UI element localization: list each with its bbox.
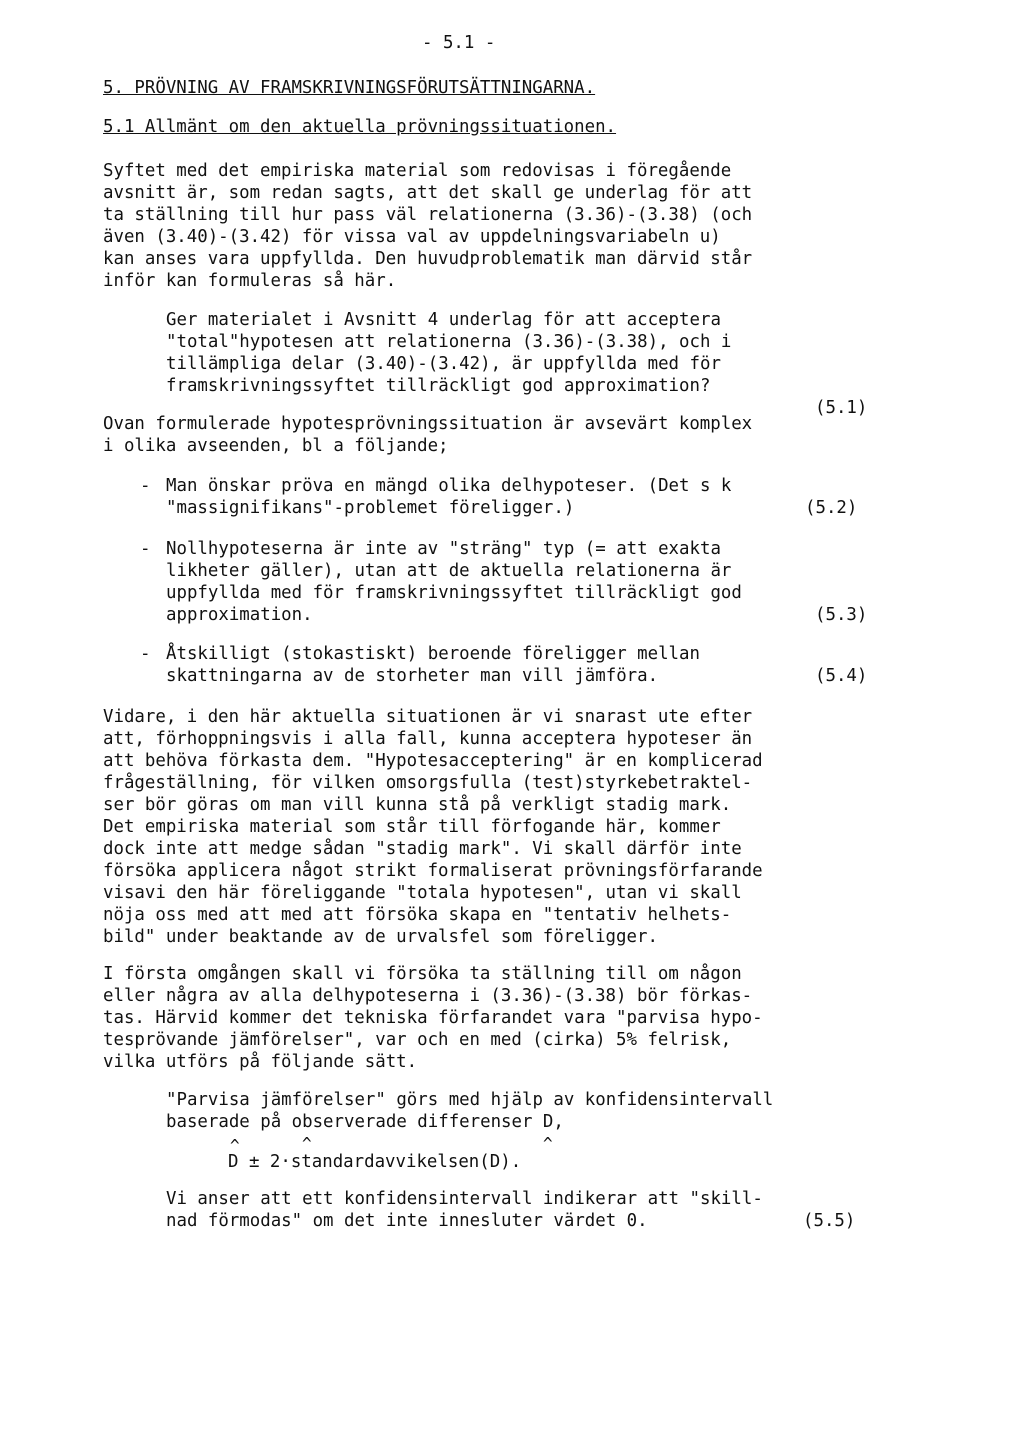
text-line: tesprövande jämförelser", var och en med (cirka) 5% felrisk, (103, 1030, 732, 1050)
text-line: visavi den här föreliggande "totala hypotesen", utan vi skall (103, 883, 742, 903)
hat-accent: ^ (230, 1136, 240, 1155)
text-line: Ovan formulerade hypotesprövningssituation är avsevärt komplex (103, 414, 753, 434)
text-line: frågeställning, för vilken omsorgsfulla (test)styrkebetraktel- (103, 773, 753, 793)
text-line: inför kan formuleras så här. (103, 271, 397, 291)
text-line: Syftet med det empiriska material som redovisas i föregående (103, 161, 732, 181)
text-line: I första omgången skall vi försöka ta ställning till om någon (103, 964, 742, 984)
text-line: framskrivningssyftet tillräckligt god approximation? (166, 376, 711, 396)
hat-accent: ^ (302, 1134, 312, 1153)
text-line: kan anses vara uppfyllda. Den huvudproblematik man därvid står (103, 249, 753, 269)
text-line: nad förmodas" om det inte innesluter värdet 0. (166, 1211, 648, 1231)
page-number: - 5.1 - (422, 33, 496, 53)
section-heading: 5.1 Allmänt om den aktuella prövningssituationen. (103, 117, 617, 137)
text-line: Vidare, i den här aktuella situationen är vi snarast ute efter (103, 707, 753, 727)
text-line: dock inte att medge sådan "stadig mark". Vi skall därför inte (103, 839, 742, 859)
text-line: uppfyllda med för framskrivningssyftet tillräckligt god (166, 583, 742, 603)
text-line: "massignifikans"-problemet föreligger.) (166, 498, 575, 518)
chapter-heading: 5. PRÖVNING AV FRAMSKRIVNINGSFÖRUTSÄTTNINGARNA. (103, 78, 596, 98)
text-line: approximation. (166, 605, 313, 625)
text-line: försöka applicera något strikt formaliserat prövningsförfarande (103, 861, 763, 881)
text-line: ta ställning till hur pass väl relationerna (3.36)-(3.38) (och (103, 205, 753, 225)
text-line: nöja oss med att med att försöka skapa en "tentativ helhets- (103, 905, 732, 925)
text-line: i olika avseenden, bl a följande; (103, 436, 449, 456)
equation-number: (5.4) (815, 666, 868, 686)
text-line: "Parvisa jämförelser" görs med hjälp av konfidensintervall (166, 1090, 774, 1110)
hat-accent: ^ (543, 1134, 553, 1153)
text-line: eller några av alla delhypoteserna i (3.36)-(3.38) bör förkas- (103, 986, 753, 1006)
text-line: likheter gäller), utan att de aktuella relationerna är (166, 561, 732, 581)
text-line: att behöva förkasta dem. "Hypotesacceptering" är en komplicerad (103, 751, 763, 771)
bullet-dash: - (140, 644, 151, 664)
text-line: tillämpliga delar (3.40)-(3.42), är uppfyllda med för (166, 354, 721, 374)
text-line: Nollhypoteserna är inte av "sträng" typ (= att exakta (166, 539, 721, 559)
text-line: Ger materialet i Avsnitt 4 underlag för att acceptera (166, 310, 721, 330)
text-line: tas. Härvid kommer det tekniska förfarandet vara "parvisa hypo- (103, 1008, 763, 1028)
bullet-dash: - (140, 539, 151, 559)
text-line: vilka utförs på följande sätt. (103, 1052, 418, 1072)
equation-number: (5.1) (815, 398, 868, 418)
equation-number: (5.3) (815, 605, 868, 625)
text-line: att, förhoppningsvis i alla fall, kunna acceptera hypoteser än (103, 729, 753, 749)
formula-text: D ± 2·standardavvikelsen(D). (228, 1152, 522, 1172)
text-line: Man önskar pröva en mängd olika delhypoteser. (Det s k (166, 476, 732, 496)
text-line: Det empiriska material som står till förfogande här, kommer (103, 817, 721, 837)
text-line: baserade på observerade differenser D, (166, 1112, 564, 1132)
text-line: Vi anser att ett konfidensintervall indikerar att "skill- (166, 1189, 763, 1209)
text-line: Åtskilligt (stokastiskt) beroende föreligger mellan (166, 644, 700, 664)
text-line: bild" under beaktande av de urvalsfel som föreligger. (103, 927, 658, 947)
text-line: avsnitt är, som redan sagts, att det skall ge underlag för att (103, 183, 753, 203)
text-line: skattningarna av de storheter man vill jämföra. (166, 666, 659, 686)
text-line: "total"hypotesen att relationerna (3.36)-(3.38), och i (166, 332, 732, 352)
equation-number: (5.2) (805, 498, 858, 518)
text-line: även (3.40)-(3.42) för vissa val av uppdelningsvariabeln u) (103, 227, 721, 247)
text-line: ser bör göras om man vill kunna stå på verkligt stadig mark. (103, 795, 732, 815)
bullet-dash: - (140, 476, 151, 496)
equation-number: (5.5) (803, 1211, 856, 1231)
